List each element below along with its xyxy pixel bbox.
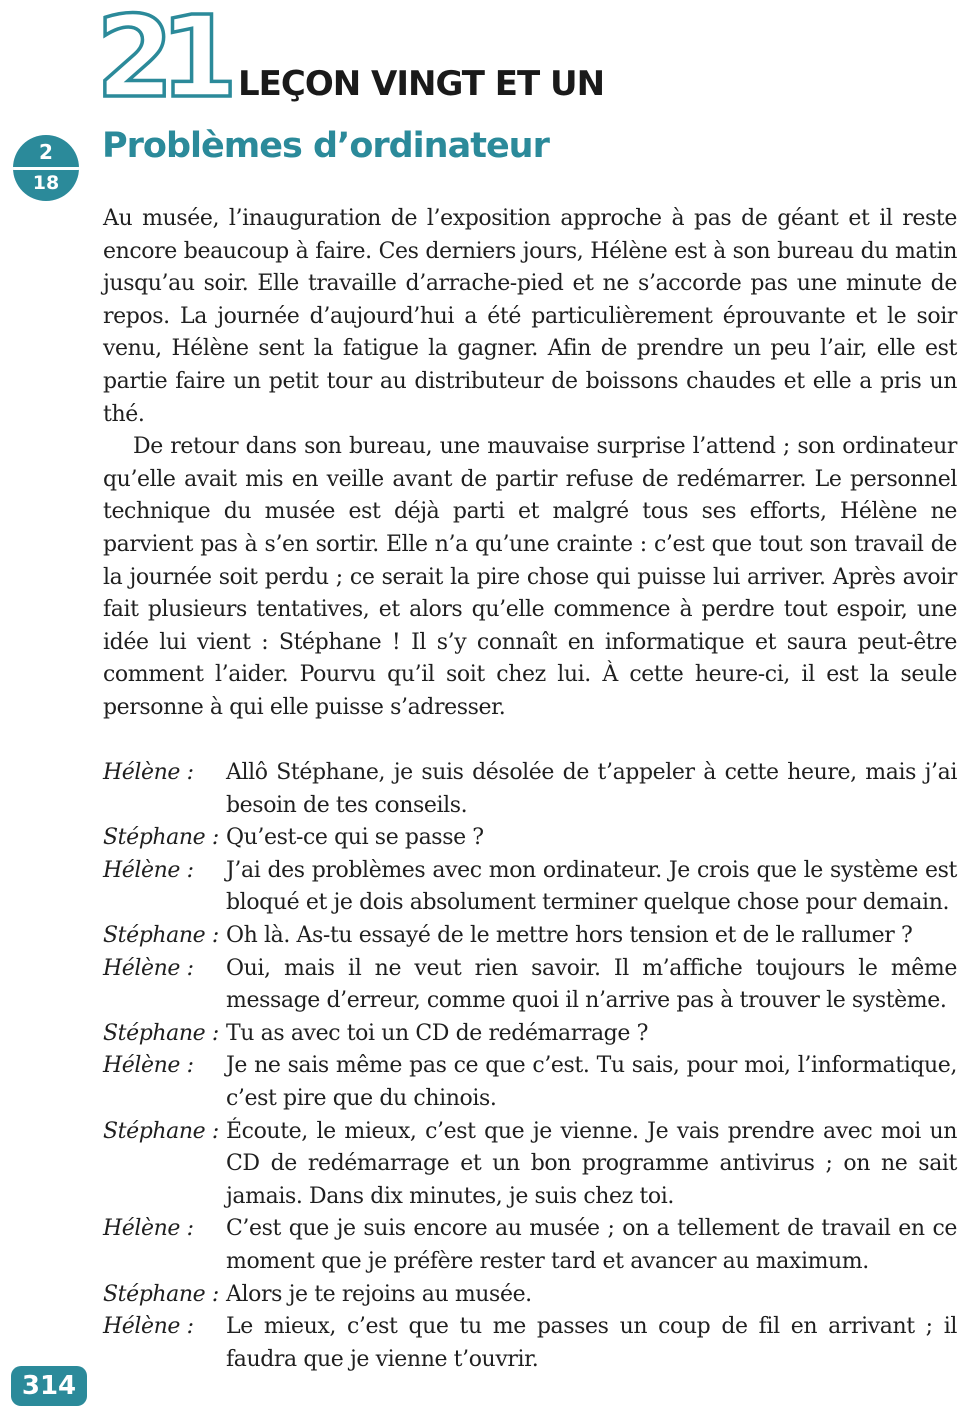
badge-track-number: 18 <box>32 172 60 194</box>
speaker-name: Stéphane : <box>103 1281 219 1307</box>
speaker-name: Stéphane : <box>103 1118 219 1144</box>
dialogue-line: Oui, mais il ne veut rien savoir. Il m’affiche toujours le même message d’erreur, comme quoi il n’arrive pas à trouver le système. <box>226 955 957 1014</box>
badge-cd-number: 2 <box>39 140 53 164</box>
speaker-name: Hélène : <box>103 857 194 883</box>
lesson-number: 21 <box>96 0 224 123</box>
dialogue-turn <box>103 1311 957 1376</box>
dialogue-line: Je ne sais même pas ce que c’est. Tu sais, pour moi, l’informatique, c’est pire que du chinois. <box>226 1053 957 1111</box>
dialogue-turn <box>103 757 957 822</box>
narrative-text <box>103 203 957 725</box>
speaker-name: Hélène : <box>103 955 194 981</box>
dialogue-turn <box>103 953 957 1018</box>
dialogue-line: C’est que je suis encore au musée ; on a tellement de travail en ce moment que je préfère rester tard et avancer au maximum. <box>226 1216 957 1274</box>
dialogue-line: Alors je te rejoins au musée. <box>226 1281 532 1307</box>
dialogue-line: Allô Stéphane, je suis désolée de t’appeler à cette heure, mais j’ai besoin de tes conseils. <box>226 760 957 818</box>
speaker-name: Hélène : <box>103 1216 194 1242</box>
speaker-name: Hélène : <box>103 1053 194 1079</box>
dialogue-turn <box>103 822 957 855</box>
page-number: 314 <box>11 1366 87 1406</box>
dialogue-line: J’ai des problèmes avec mon ordinateur. Je crois que le système est bloqué et je dois absolument terminer quelque chose pour demain. <box>226 857 957 916</box>
dialogue-line: Tu as avec toi un CD de redémarrage ? <box>226 1020 648 1046</box>
dialogue-turn <box>103 1279 957 1312</box>
dialogue-turn <box>103 1213 957 1278</box>
narrative-paragraph: De retour dans son bureau, une mauvaise surprise l’attend ; son ordinateur qu’elle avait mis en veille avant de partir refuse de redémarrer. Le personnel technique du musée est déjà parti et malgré tous ses efforts, Hélène ne parvient pas à s’en sortir. Elle n’a qu’une crainte : c’est que tout son travail de la journée soit perdu ; ce serait la pire chose qui puisse lui arriver. Après avoir fait plusieurs tentatives, et alors qu’elle commence à perdre tout espoir, une idée lui vient : Stéphane ! Il s’y connaît en informatique et saura peut-être comment l’aider. Pourvu qu’il soit chez lui. À cette heure-ci, il est la seule personne à qui elle puisse s’adresser. <box>103 434 957 720</box>
speaker-name: Hélène : <box>103 760 194 785</box>
dialogue-line: Oh là. As-tu essayé de le mettre hors tension et de le rallumer ? <box>226 922 913 948</box>
speaker-name: Hélène : <box>103 1314 194 1340</box>
dialogue-line: Le mieux, c’est que tu me passes un coup de fil en arrivant ; il faudra que je vienne t’ouvrir. <box>226 1314 957 1372</box>
audio-track-badge <box>13 135 79 201</box>
dialogue-line: Écoute, le mieux, c’est que je vienne. Je vais prendre avec moi un CD de redémarrage et un bon programme antivirus ; on ne sait jamais. Dans dix minutes, je suis chez toi. <box>226 1118 957 1209</box>
narrative-paragraph: Au musée, l’inauguration de l’exposition approche à pas de géant et il reste encore beaucoup à faire. Ces derniers jours, Hélène est à son bureau du matin jusqu’au soir. Elle travaille d’arrache-pied et ne s’accorde pas une minute de repos. La journée d’aujourd’hui a été particulièrement éprouvante et le soir venu, Hélène sent la fatigue la gagner. Afin de prendre un peu l’air, elle est partie faire un petit tour au distributeur de boissons chaudes et elle a pris un thé. <box>103 206 957 427</box>
dialogue-turn <box>103 1050 957 1115</box>
dialogue-turn <box>103 855 957 920</box>
lesson-subtitle: Problèmes d’ordinateur <box>102 126 549 166</box>
lesson-title: LEÇON VINGT ET UN <box>238 64 605 104</box>
speaker-name: Stéphane : <box>103 922 219 948</box>
dialogue-line: Qu’est-ce qui se passe ? <box>226 825 484 851</box>
dialogue-turn <box>103 1116 957 1214</box>
dialogue-turn <box>103 920 957 953</box>
dialogue-turn <box>103 1018 957 1051</box>
speaker-name: Stéphane : <box>103 1020 219 1046</box>
dialogue <box>103 757 957 1376</box>
speaker-name: Stéphane : <box>103 825 219 851</box>
